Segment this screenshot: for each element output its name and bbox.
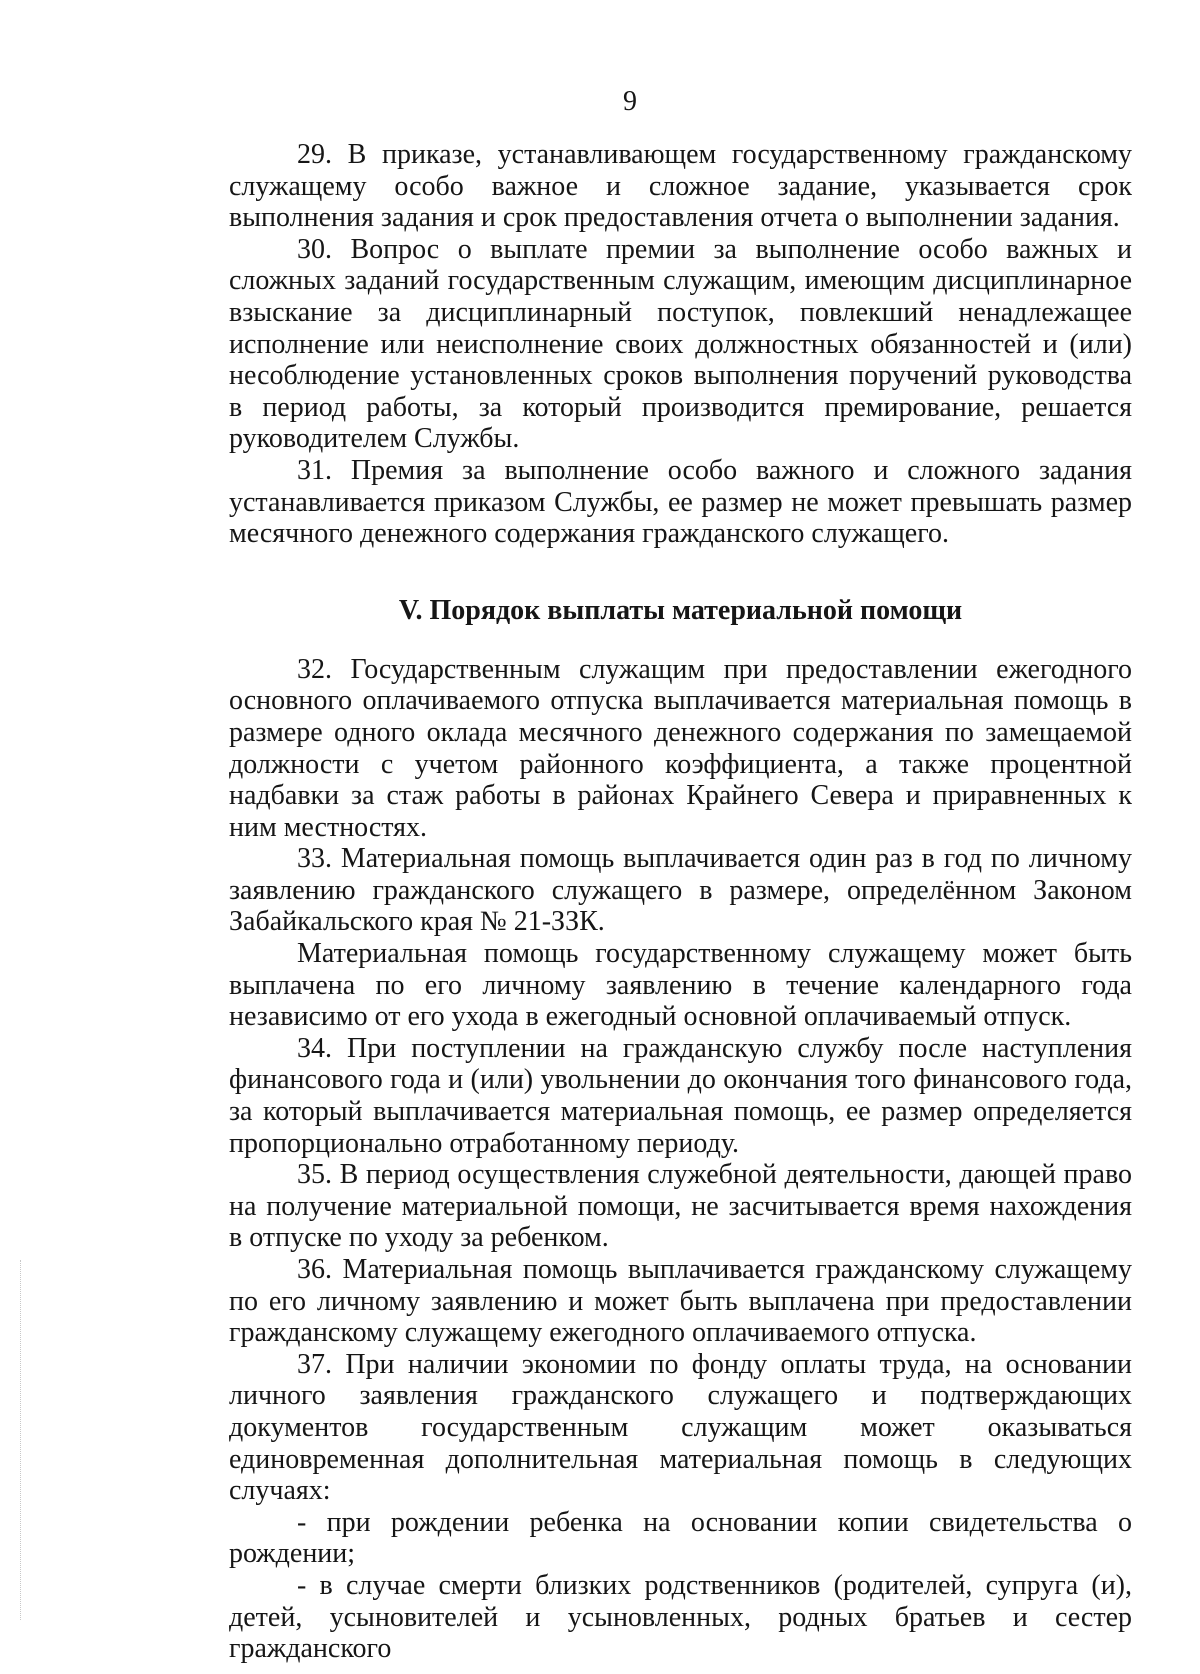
document-body [229, 139, 1132, 1665]
paragraph-33-continued: Материальная помощь государственному служащему может быть выплачена по его личному заявлению в течение календарного года независимо от его ухода в ежегодный основной оплачиваемый отпуск. [229, 938, 1132, 1033]
paragraph-37: 37. При наличии экономии по фонду оплаты труда, на основании личного заявления гражданского служащего и подтверждающих документов государственным служащим может оказываться единовременная дополнительная материальная помощь в следующих случаях: [229, 1348, 1132, 1507]
paragraph-35: 35. В период осуществления служебной деятельности, дающей право на получение материальной помощи, не засчитывается время нахождения в отпуске по уходу за ребенком. [229, 1159, 1132, 1254]
scan-margin-mark [20, 1260, 22, 1620]
list-item-birth: - при рождении ребенка на основании копии свидетельства о рождении; [229, 1506, 1132, 1570]
page-number: 9 [623, 86, 637, 117]
paragraph-31: 31. Премия за выполнение особо важного и сложного задания устанавливается приказом Службы, ее размер не может превышать размер месячного денежного содержания гражданского служащего. [229, 454, 1132, 550]
paragraph-33: 33. Материальная помощь выплачивается один раз в год по личному заявлению гражданского служащего в размере, определённом Законом Забайкальского края № 21-ЗЗК. [229, 843, 1132, 938]
paragraph-29: 29. В приказе, устанавливающем государственному гражданскому служащему особо важное и сложное задание, указывается срок выполнения задания и срок предоставления отчета о выполнении задания. [229, 139, 1132, 234]
section-heading: V. Порядок выплаты материальной помощи [398, 594, 963, 626]
list-item-death: - в случае смерти близких родственников (родителей, супруга (и), детей, усыновителей и усыновленных, родных братьев и сестер гражданского [229, 1569, 1132, 1665]
paragraph-32: 32. Государственным служащим при предоставлении ежегодного основного оплачиваемого отпуска выплачивается материальная помощь в размере одного оклада месячного денежного содержания по замещаемой должности с учетом районного коэффициента, а также процентной надбавки за стаж работы в районах Крайнего Севера и приравненных к ним местностях. [229, 653, 1132, 843]
paragraph-30: 30. Вопрос о выплате премии за выполнение особо важных и сложных заданий государственным служащим, имеющим дисциплинарное взыскание за дисциплинарный поступок, повлекший ненадлежащее исполнение или неисполнение своих должностных обязанностей и (или) несоблюдение установленных сроков выполнения поручений руководства в период работы, за который производится премирование, решается руководителем Службы. [229, 233, 1132, 455]
paragraph-36: 36. Материальная помощь выплачивается гражданскому служащему по его личному заявлению и может быть выплачена при предоставлении гражданскому служащему ежегодного оплачиваемого отпуска. [229, 1254, 1132, 1349]
paragraph-34: 34. При поступлении на гражданскую службу после наступления финансового года и (или) увольнении до окончания того финансового года, за который выплачивается материальная помощь, ее размер определяется пропорционально отработанному периоду. [229, 1032, 1132, 1159]
